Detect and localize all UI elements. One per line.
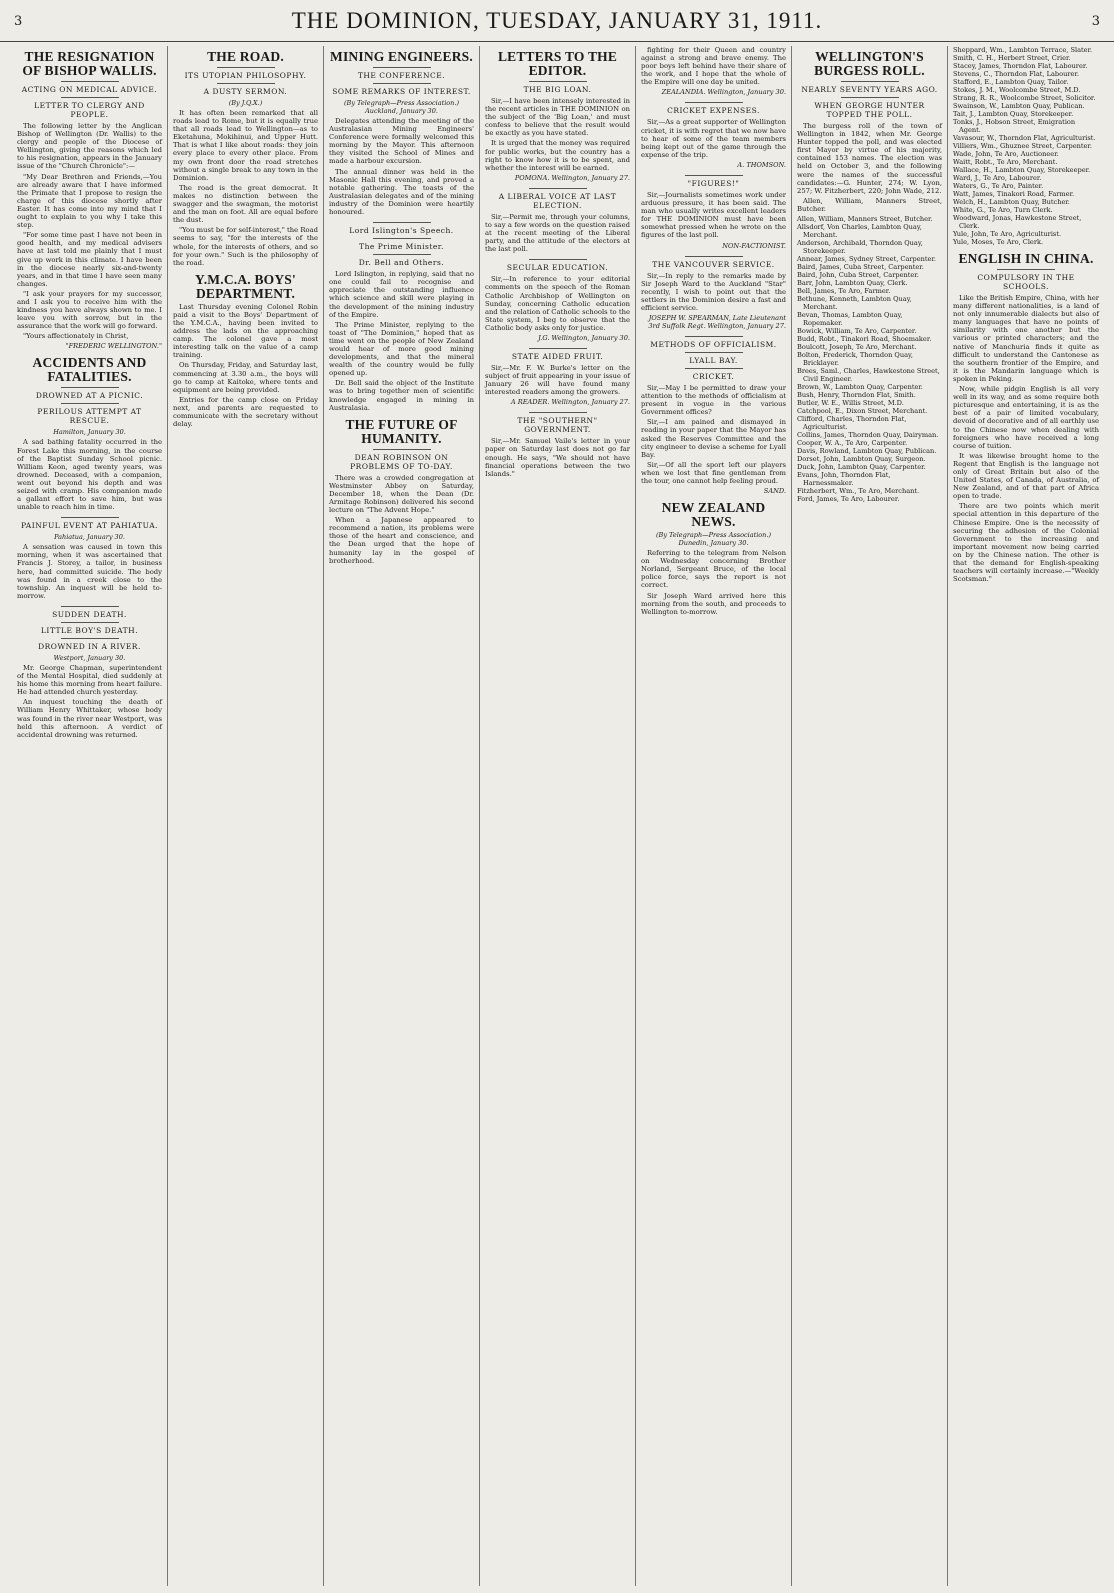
divider bbox=[685, 102, 743, 103]
page-mark: 3 bbox=[1091, 14, 1100, 29]
signature: ZEALANDIA. Wellington, January 30. bbox=[661, 88, 786, 97]
roll-entry: Dorset, John, Lambton Quay, Surgeon. bbox=[797, 455, 926, 464]
divider bbox=[373, 449, 431, 450]
article bbox=[17, 356, 162, 511]
column-7 bbox=[948, 46, 1104, 1586]
article-headline: ENGLISH IN CHINA. bbox=[958, 251, 1094, 266]
roll-entry: Bowick, William, Te Aro, Carpenter. bbox=[797, 327, 917, 336]
divider bbox=[373, 254, 431, 255]
roll-entry: Stokes, J. M., Woolcombe Street, M.D. bbox=[953, 86, 1081, 94]
roll-entry: Wallace, H., Lambton Quay, Storekeeper. bbox=[953, 166, 1091, 174]
roll-entry: Strang, R. R., Woolcombe Street, Solicitor. bbox=[953, 94, 1096, 102]
article-headline: THE ROAD. bbox=[207, 49, 284, 64]
body-paragraph: Now, while pidgin English is all very well in its way, and as some require both picturesque and entertaining, it is as the best of a pair of limited vocabulary, devoid of decorative and of all earthly use to the Chinese now when dealing with foreigners who have received a long course of tuition. bbox=[953, 385, 1099, 450]
article-subhead: LYALL BAY. bbox=[689, 355, 738, 365]
body-paragraph: Mr. George Chapman, superintendent of the Mental Hospital, died suddenly at his home this morning from heart failure. He had attended church yesterday. bbox=[17, 663, 162, 697]
roll-entry: Tait, J., Lambton Quay, Storekeeper. bbox=[953, 110, 1074, 118]
body-paragraph: Sir Joseph Ward arrived here this morning from the south, and proceeds to Wellington to-morrow. bbox=[641, 591, 786, 616]
article-subhead: THE "SOUTHERN" GOVERNMENT. bbox=[517, 416, 598, 435]
roll-entry: Brown, W., Lambton Quay, Carpenter. bbox=[797, 383, 923, 392]
article-headline: THE FUTURE OF HUMANITY. bbox=[345, 416, 458, 446]
body-paragraph: There are two points which merit special attention in this departure of the Chinese Empire. One is the necessity of securing the adhesion of the Colonial Government to the increasing and important movement now being carried on by the Chinese nation. The other is that the demand for English-speaking teachers will certainly increase.—"Weekly Scotsman." bbox=[953, 502, 1099, 584]
body-paragraph: Delegates attending the meeting of the Australasian Mining Engineers' Conference were formally welcomed this morning by the Mayor. This afternoon they visited the School of Mines and made a harbour excursion. bbox=[329, 117, 474, 166]
body-paragraph: fighting for their Queen and country against a strong and brave enemy. The poor boys left behind have their share of the work, and I hope that the whole of the Empire will one day be united. bbox=[641, 46, 786, 87]
divider bbox=[841, 97, 899, 98]
article-subhead: The Prime Minister. bbox=[359, 242, 444, 252]
page-number: 3 bbox=[14, 14, 23, 29]
roll-entry: Bolton, Frederick, Thorndon Quay, Bricklayer. bbox=[797, 351, 913, 368]
roll-entry: Welch, H., Lambton Quay, Butcher. bbox=[953, 198, 1070, 206]
roll-entry: Villiers, Wm., Ghuznee Street, Carpenter. bbox=[953, 142, 1092, 150]
roll-entry: Woodward, Jonas, Hawkestone Street, Clerk. bbox=[953, 214, 1082, 230]
divider bbox=[685, 256, 743, 257]
body-paragraph: Sir,—Mr. F. W. Burke's letter on the subject of fruit appearing in your issue of January 26 will have found many interested readers among the growers. bbox=[485, 363, 630, 397]
divider bbox=[685, 368, 743, 369]
body-paragraph: "My Dear Brethren and Friends,—You are already aware that I have informed the Primate that I propose to resign the charge of this diocese shortly after Easter. It has come into my mind that I ought to explain to you why I take this step. bbox=[17, 172, 162, 230]
article-subhead: CRICKET EXPENSES. bbox=[667, 106, 760, 116]
article bbox=[17, 606, 162, 739]
body-paragraph: When a Japanese appeared to recommend a nation, its problems were those of the heart and conscience, and the Dean urged that the hope of humanity lay in the gospel of brotherhood. bbox=[329, 516, 474, 565]
roll-entry: White, G., Te Aro, Turn Clerk. bbox=[953, 206, 1053, 214]
article-headline: THE RESIGNATION OF BISHOP WALLIS. bbox=[22, 49, 157, 78]
article bbox=[485, 412, 630, 477]
body-paragraph: On Thursday, Friday, and Saturday last, commencing at 3.30 a.m., the boys will go to camp at Kaitoke, where tents and equipment are being provided. bbox=[173, 361, 318, 394]
body-paragraph: Dr. Bell said the object of the Institute was to bring together men of scientific knowledge engaged in mining in Australasia. bbox=[329, 379, 474, 412]
article-subhead: ITS UTOPIAN PHILOSOPHY. bbox=[184, 71, 307, 80]
body-paragraph: Sir,—Of all the sport left our players when we lost that fine gentleman from the tour, one cannot help feeling proud. bbox=[641, 460, 786, 485]
article-subhead: SECULAR EDUCATION. bbox=[506, 263, 609, 273]
body-paragraph: Like the British Empire, China, with her many different nationalities, is a land of not only innumerable dialects but also of many languages that have no points of similarity with one another but the various or printed characters; and the native of Manchuria finds it quite as difficult to understand the Cantonese as the southern frontier of the Empire, and it is the Mandarin language which is spoken in Peking. bbox=[953, 294, 1099, 383]
article bbox=[17, 517, 162, 600]
roll-entry: Sheppard, Wm., Lambton Terrace, Slater. bbox=[953, 46, 1093, 54]
roll-entry: Cooper, W. A., Te Aro, Carpenter. bbox=[797, 439, 908, 448]
body-paragraph: Entries for the camp close on Friday next, and parents are requested to communicate with the secretary without delay. bbox=[173, 395, 318, 429]
article bbox=[953, 46, 1099, 246]
article-subhead: A LIBERAL VOICE AT LAST ELECTION. bbox=[498, 191, 617, 210]
body-paragraph: The annual dinner was held in the Masonic Hall this evening, and proved a notable gathering. The toasts of the Australasian delegates and of the mining industry of the Dominion were heartily honoured. bbox=[329, 167, 474, 217]
divider bbox=[61, 97, 119, 98]
article bbox=[485, 50, 630, 182]
article-subhead: DEAN ROBINSON ON PROBLEMS OF TO-DAY. bbox=[350, 452, 453, 471]
body-paragraph: A sensation was caused in town this morning, when it was ascertained that Francis J. Storey, a tailor, in business here, had committed suicide. The body was found in a creek close to the township. An inquest will be held to-morrow. bbox=[17, 543, 162, 600]
divider bbox=[373, 67, 431, 68]
column-6 bbox=[792, 46, 948, 1586]
article bbox=[953, 252, 1099, 583]
roll-entry: Ford, James, Te Aro, Labourer. bbox=[797, 495, 900, 504]
article-subhead: Lord Islington's Speech. bbox=[349, 226, 454, 236]
article-subhead: NEARLY SEVENTY YEARS AGO. bbox=[801, 85, 938, 94]
roll-entry: Tonks, J., Hobson Street, Emigration Agent. bbox=[953, 118, 1076, 134]
article bbox=[485, 188, 630, 253]
divider bbox=[61, 387, 119, 388]
divider bbox=[529, 259, 587, 260]
signature: NON-FACTIONIST. bbox=[722, 241, 786, 250]
roll-entry: Brees, Saml., Charles, Hawkestone Street, Civil Engineer. bbox=[797, 367, 940, 384]
article-subhead: A DUSTY SERMON. bbox=[203, 87, 288, 96]
divider bbox=[217, 83, 275, 84]
body-paragraph: Sir,—Mr. Samuel Vaile's letter in your paper on Saturday last does not go far enough. He says, "We should not have financial operations between the two Islands." bbox=[485, 437, 630, 478]
article-headline: NEW ZEALAND NEWS. bbox=[661, 500, 766, 530]
divider bbox=[61, 606, 119, 607]
article-subhead: DROWNED AT A PICNIC. bbox=[35, 391, 144, 401]
roll-entry: Barr, John, Lambton Quay, Clerk. bbox=[797, 279, 908, 288]
roll-entry: Baird, James, Cuba Street, Carpenter. bbox=[797, 263, 924, 272]
roll-entry: Stafford, E., Lambton Quay, Tailor. bbox=[953, 78, 1069, 86]
article bbox=[641, 175, 786, 250]
signature: SAND. bbox=[763, 487, 786, 496]
article-subhead: SUDDEN DEATH. bbox=[52, 609, 127, 619]
body-paragraph: A sad bathing fatality occurred in the Forest Lake this morning, in the course of the Baptist Sunday School picnic. William Keon, aged twenty years, was drowned. Deceased, with a companion, went out beyond his depth and was seized with cramp. His companion made a gallant effort to save him, but was unable to reach him in time. bbox=[17, 438, 162, 512]
signature: JOSEPH W. SPEARMAN, Late Lieutenant 3rd Suffolk Regt. Wellington, January 27. bbox=[648, 313, 786, 330]
article-subhead: THE BIG LOAN. bbox=[523, 85, 592, 94]
body-paragraph: The Prime Minister, replying to the toast of "The Dominion," hoped that as time went on the people of New Zealand would hear of more good mining developments, and that the mineral wealth of the country would be fully opened up. bbox=[329, 320, 474, 378]
roll-entry: Baird, John, Cuba Street, Carpenter. bbox=[797, 271, 919, 280]
roll-entry: Stacey, James, Thorndon Flat, Labourer. bbox=[953, 62, 1088, 70]
roll-entry: Allsdorf, Von Charles, Lambton Quay, Merchant. bbox=[797, 223, 922, 240]
divider bbox=[685, 336, 743, 337]
divider bbox=[841, 81, 899, 82]
divider bbox=[529, 412, 587, 413]
article-subhead: THE VANCOUVER SERVICE. bbox=[652, 259, 775, 269]
body-paragraph: "You must be for self-interest," the Road seems to say, "for the interests of the whole, for the interests of others, and so for your own." Such is the philosophy of the road. bbox=[173, 226, 318, 267]
column-4 bbox=[480, 46, 636, 1586]
roll-entry: Catchpool, E., Dixon Street, Merchant. bbox=[797, 407, 928, 416]
column-2 bbox=[168, 46, 324, 1586]
body-paragraph: Sir,—In reply to the remarks made by Sir Joseph Ward to the Auckland "Star" recently, I wish to point out that the settlers in the Dominion desire a fast and efficient service. bbox=[641, 271, 786, 312]
signature: POMONA. Wellington, January 27. bbox=[514, 173, 630, 182]
article bbox=[641, 501, 786, 616]
article-subhead: WHEN GEORGE HUNTER TOPPED THE POLL. bbox=[814, 101, 925, 119]
roll-entry: Waters, G., Te Aro, Painter. bbox=[953, 182, 1044, 190]
roll-entry: Davis, Rowland, Lambton Quay, Publican. bbox=[797, 447, 937, 456]
roll-entry: Smith, C. H., Herbert Street, Crier. bbox=[953, 54, 1071, 62]
divider bbox=[997, 269, 1055, 270]
divider bbox=[61, 81, 119, 82]
article-subhead: STATE AIDED FRUIT. bbox=[511, 351, 604, 361]
body-paragraph: Lord Islington, in replying, said that no one could fail to recognise and appreciate the outstanding influence which science and skill were playing in the development of the mining industry of the Empire. bbox=[329, 270, 474, 319]
article-subhead: LETTER TO CLERGY AND PEOPLE. bbox=[34, 101, 145, 119]
divider bbox=[61, 517, 119, 518]
article-subhead: PAINFUL EVENT AT PAHIATUA. bbox=[20, 521, 159, 531]
signature: A. THOMSON. bbox=[737, 160, 786, 169]
body-paragraph: There was a crowded congregation at Westminster Abbey on Saturday, December 18, when the Dean (Dr. Armitage Robinson) delivered his second lecture on "The Advent Hope." bbox=[329, 473, 474, 515]
roll-entry: Budd, Robt., Tinakori Road, Shoemaker. bbox=[797, 335, 932, 344]
roll-entry: Collins, James, Thorndon Quay, Dairyman. bbox=[797, 431, 939, 440]
body-paragraph: Sir,—In reference to your editorial comments on the speech of the Roman Catholic Archbishop of Wellington on Sunday, concerning Catholic education and the relation of Catholic schools to the State system, I beg to observe that the Catholic body asks only for justice. bbox=[485, 275, 630, 332]
body-paragraph: It has often been remarked that all roads lead to Rome, but it is equally true that all roads lead to Wellington—as to Eketahuna, Mokihinui, and Upper Hutt. That is what I like about roads: they join every place to every other place. From my own front door the road stretches without a single break to any town in the Dominion. bbox=[173, 109, 318, 182]
article-headline: ACCIDENTS AND FATALITIES. bbox=[32, 355, 147, 385]
article bbox=[173, 273, 318, 428]
roll-entry: Boulcott, Joseph, Te Aro, Merchant. bbox=[797, 343, 917, 352]
divider bbox=[217, 67, 275, 68]
body-paragraph: Last Thursday evening Colonel Robin paid a visit to the Boys' Department of the Y.M.C.A., having been invited to address the lads on the approaching camp. The colonel gave a most interesting talk on the value of a camp training. bbox=[173, 302, 318, 360]
article bbox=[641, 336, 786, 495]
article-subhead: THE CONFERENCE. bbox=[357, 71, 446, 80]
roll-entry: Stevens, C., Thorndon Flat, Labourer. bbox=[953, 70, 1079, 78]
dateline: Hamilton, January 30. bbox=[53, 428, 126, 437]
body-paragraph: Allen, William, Manners Street, Butcher. bbox=[797, 196, 942, 213]
divider bbox=[373, 238, 431, 239]
body-paragraph: "I ask your prayers for my successor, and I ask you to receive him with the kindness you have always shown to me. I leave you with sorrow, but in the assurance that the work will go forward. bbox=[17, 289, 162, 331]
roll-entry: Bell, James, Te Aro, Farmer. bbox=[797, 287, 891, 296]
divider bbox=[61, 403, 119, 404]
body-paragraph: Sir,—Journalists sometimes work under arduous pressure, it has been said. The man who usually writes excellent leaders for THE DOMINION must have been somewhat pressed when he wrote on the figures of the last poll. bbox=[641, 190, 786, 240]
article-subhead: METHODS OF OFFICIALISM. bbox=[650, 339, 777, 349]
article-subhead: CRICKET. bbox=[692, 371, 735, 381]
article-subhead: PERILOUS ATTEMPT AT RESCUE. bbox=[37, 407, 142, 426]
roll-entry: Vavasour, W., Thorndon Flat, Agriculturist. bbox=[953, 134, 1096, 142]
dateline: (By Telegraph—Press Association.) Auckland, January 30. bbox=[344, 99, 459, 115]
article-headline: MINING ENGINEERS. bbox=[330, 49, 473, 64]
divider bbox=[529, 348, 587, 349]
body-paragraph: "For some time past I have not been in good health, and my medical advisers have at last told me plainly that I must give up work in this climate. I have been in the diocese nearly six-and-twenty years, and in that time I have seen many changes. bbox=[17, 231, 162, 288]
article bbox=[329, 50, 474, 216]
article bbox=[641, 46, 786, 96]
roll-entry: Fitzherbert, Wm., Te Aro, Merchant. bbox=[797, 487, 920, 496]
article-headline: LETTERS TO THE EDITOR. bbox=[497, 49, 618, 78]
article-subhead: ACTING ON MEDICAL ADVICE. bbox=[21, 85, 158, 94]
body-paragraph: It is urged that the money was required for public works, but the country has a right to know how it is to be spent, and whether the interest will be earned. bbox=[485, 139, 630, 172]
article-subhead: Dr. Bell and Others. bbox=[358, 258, 445, 268]
roll-entry: Clifford, Charles, Thorndon Flat, Agriculturist. bbox=[797, 415, 907, 432]
article bbox=[641, 256, 786, 330]
masthead bbox=[0, 0, 1114, 42]
body-paragraph: Sir,—May I be permitted to draw your attention to the methods of officialism at present in vogue in the various Government offices? bbox=[641, 383, 786, 417]
article bbox=[641, 102, 786, 168]
article bbox=[173, 50, 318, 267]
body-paragraph: "Yours affectionately in Christ, bbox=[23, 332, 129, 341]
article-subhead: LITTLE BOY'S DEATH. bbox=[40, 625, 139, 635]
roll-entry: Bethune, Kenneth, Lambton Quay, Merchant. bbox=[797, 295, 912, 312]
body-paragraph: The burgess roll of the town of Wellington in 1842, when Mr. George Hunter topped the poll, and was elected first Mayor by virtue of his majority, contained 153 names. The election was held on October 3, and the following were the names of the successful candidates:—G. Hunter, 274; W. Lyon, 257; W. Fitzherbert, 220; John Wade, 212. bbox=[797, 122, 942, 195]
roll-entry: Evans, John, Thorndon Flat, Harnessmaker. bbox=[797, 471, 891, 488]
body-paragraph: Sir,—Permit me, through your columns, to say a few words on the question raised at the recent meeting of the Liberal party, and the attitude of the electors at the last poll. bbox=[485, 212, 630, 254]
dateline: Westport, January 30. bbox=[53, 653, 126, 662]
article-headline: Y.M.C.A. BOYS' DEPARTMENT. bbox=[195, 271, 296, 301]
roll-entry: Yule, John, Te Aro, Agriculturist. bbox=[953, 230, 1062, 238]
article-subhead: COMPULSORY IN THE SCHOOLS. bbox=[977, 273, 1075, 291]
roll-entry: Wade, John, Te Aro, Auctioneer. bbox=[953, 150, 1059, 158]
article-subhead: "FIGURES!" bbox=[687, 178, 740, 188]
divider bbox=[685, 352, 743, 353]
article bbox=[329, 418, 474, 565]
divider bbox=[61, 622, 119, 623]
roll-entry: Allen, William, Manners Street, Butcher. bbox=[797, 215, 933, 224]
roll-entry: Bevan, Thomas, Lambton Quay, Ropemaker. bbox=[797, 311, 903, 328]
article-headline: WELLINGTON'S BURGESS ROLL. bbox=[814, 49, 925, 78]
body-paragraph: Referring to the telegram from Nelson on Wednesday concerning Brother Norland, Sergeant Bruce, of the local police force, says the report is not correct. bbox=[641, 549, 786, 590]
roll-entry: Annear, James, Sydney Street, Carpenter. bbox=[797, 255, 936, 264]
article bbox=[17, 50, 162, 350]
body-paragraph: Sir,—I am pained and dismayed in reading in your paper that the Mayor has asked the Reserves Committee and the city engineer to devise a scheme for Lyall Bay. bbox=[641, 418, 786, 459]
body-paragraph: Sir,—I have been intensely interested in the recent articles in THE DOMINION on the subject of the 'Big Loan,' and must confess to believe that the result would be exactly as you have stated. bbox=[485, 97, 630, 138]
signature: A READER. Wellington, January 27. bbox=[510, 398, 630, 407]
roll-entry: Bush, Henry, Thorndon Flat, Smith. bbox=[797, 391, 916, 400]
body-paragraph: An inquest touching the death of William Henry Whittaker, whose body was found in the river near Westport, was held this afternoon. A verdict of accidental drowning was returned. bbox=[17, 698, 162, 739]
roll-entry: Yule, Moses, Te Aro, Clerk. bbox=[953, 238, 1044, 246]
article-subhead: DROWNED IN A RIVER. bbox=[38, 641, 141, 651]
roll-entry: Swainson, W., Lambton Quay, Publican. bbox=[953, 102, 1085, 110]
article bbox=[485, 259, 630, 342]
roll-entry: Butler, W. E., Willis Street, M.D. bbox=[797, 399, 904, 408]
dateline: Pahiatua, January 30. bbox=[54, 533, 125, 542]
divider bbox=[373, 83, 431, 84]
signature: "FREDERIC WELLINGTON." bbox=[65, 342, 162, 351]
dateline: (By J.Q.X.) bbox=[228, 99, 263, 107]
newspaper-title: THE DOMINION, TUESDAY, JANUARY 31, 1911. bbox=[291, 8, 823, 33]
column-3 bbox=[324, 46, 480, 1586]
article bbox=[329, 222, 474, 412]
article bbox=[485, 348, 630, 406]
column-5 bbox=[636, 46, 792, 1586]
roll-entry: Waitt, Robt., Te Aro, Merchant. bbox=[953, 158, 1058, 166]
divider bbox=[61, 638, 119, 639]
roll-entry: Anderson, Archibald, Thorndon Quay, Storekeeper. bbox=[797, 239, 923, 256]
article-subhead: SOME REMARKS OF INTEREST. bbox=[332, 87, 471, 96]
roll-entry: Watt, James, Tinakori Road, Farmer. bbox=[953, 190, 1075, 198]
column-1 bbox=[12, 46, 168, 1586]
body-paragraph: The road is the great democrat. It makes no distinction between the swagger and the swagman, the motorist and the man on foot. All are equal before the dust. bbox=[173, 183, 318, 225]
article bbox=[797, 50, 942, 503]
dateline: (By Telegraph—Press Association.) Dunedin, January 30. bbox=[656, 531, 771, 548]
body-paragraph: The following letter by the Anglican Bishop of Wellington (Dr. Wallis) to the clergy and people of the Diocese of Wellington, giving the reasons which led to his resignation, appears in the January issue of the "Church Chronicle":— bbox=[17, 122, 162, 171]
body-paragraph: It was likewise brought home to the Regent that English is the language not only of Great Britain but also of the United States, of Canada, of Australia, of New Zealand, and of that part of Africa open to trade. bbox=[953, 451, 1099, 501]
divider bbox=[685, 175, 743, 176]
columns-container bbox=[12, 46, 1104, 1586]
roll-entry: Duck, John, Lambton Quay, Carpenter. bbox=[797, 463, 926, 472]
divider bbox=[529, 188, 587, 189]
divider bbox=[529, 81, 587, 82]
body-paragraph: Sir,—As a great supporter of Wellington cricket, it is with regret that we now have to hear of some of the team members being kept out of the game through the expense of the trip. bbox=[641, 118, 786, 159]
signature: J.G. Wellington, January 30. bbox=[538, 333, 630, 342]
roll-entry: Ward, J., Te Aro, Labourer. bbox=[953, 174, 1042, 182]
divider bbox=[373, 222, 431, 223]
